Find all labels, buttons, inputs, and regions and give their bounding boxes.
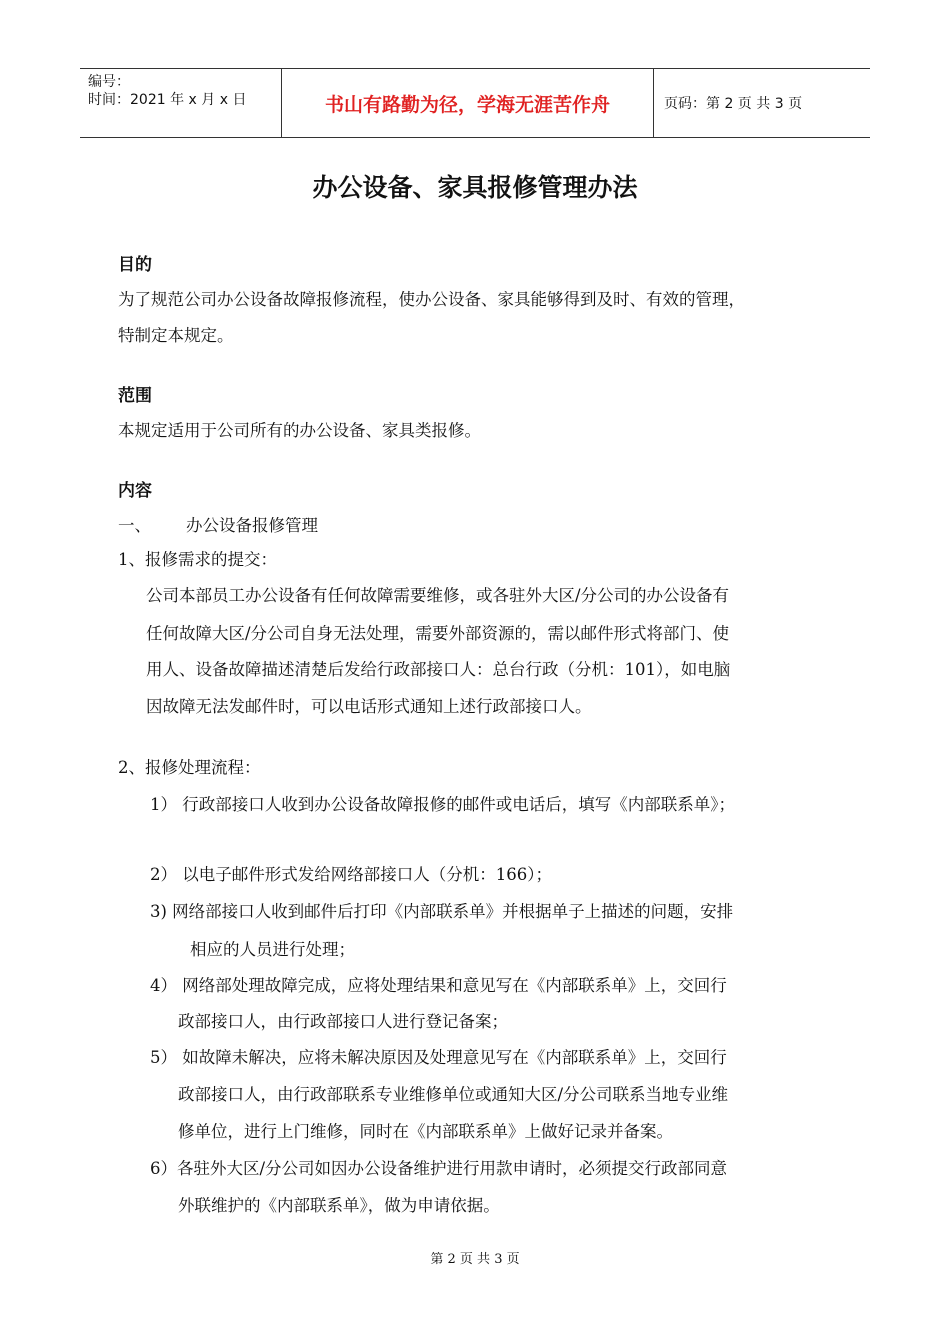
step-5-line-1: 5） 如故障未解决，应将未解决原因及处理意见写在《内部联系单》上，交回行 <box>150 1048 727 1067</box>
header-page-label: 页码：第 2 页 共 3 页 <box>664 96 803 112</box>
step-6-line-2: 外联维护的《内部联系单》，做为申请依据。 <box>178 1196 500 1215</box>
step-2: 2） 以电子邮件形式发给网络部接口人（分机：166）； <box>150 865 552 884</box>
item1-line-2: 任何故障大区/分公司自身无法处理，需要外部资源的，需以邮件形式将部门、使 <box>146 624 730 643</box>
purpose-heading: 目的 <box>118 255 152 275</box>
header-meta <box>80 69 282 137</box>
scope-line-1: 本规定适用于公司所有的办公设备、家具类报修。 <box>118 421 481 440</box>
step-6-line-1: 6）各驻外大区/分公司如因办公设备维护进行用款申请时，必须提交行政部同意 <box>150 1159 728 1178</box>
scope-heading: 范围 <box>118 386 152 406</box>
item1-line-3: 用人、设备故障描述清楚后发给行政部接口人：总台行政（分机：101），如电脑 <box>146 660 731 679</box>
section1-number: 一、 <box>118 516 151 535</box>
document-header <box>80 68 870 138</box>
purpose-line-2: 特制定本规定。 <box>118 326 234 345</box>
number-label: 编号： <box>88 74 130 90</box>
step-5-line-3: 修单位，进行上门维修，同时在《内部联系单》上做好记录并备案。 <box>178 1122 673 1141</box>
time-label: 时间：2021 年 x 月 x 日 <box>88 92 247 108</box>
step-1: 1） 行政部接口人收到办公设备故障报修的邮件或电话后，填写《内部联系单》； <box>150 795 735 814</box>
content-heading: 内容 <box>118 481 152 501</box>
step-4-line-1: 4） 网络部处理故障完成，应将处理结果和意见写在《内部联系单》上，交回行 <box>150 976 727 995</box>
document-title: 办公设备、家具报修管理办法 <box>312 173 638 202</box>
item2-title: 2、报修处理流程： <box>118 758 261 777</box>
step-4-line-2: 政部接口人，由行政部接口人进行登记备案； <box>178 1012 508 1031</box>
header-motto: 书山有路勤为径，学海无涯苦作舟 <box>282 69 654 137</box>
item1-title: 1、报修需求的提交： <box>118 550 277 569</box>
step-5-line-2: 政部接口人，由行政部联系专业维修单位或通知大区/分公司联系当地专业维 <box>178 1085 729 1104</box>
step-3-line-1: 3) 网络部接口人收到邮件后打印《内部联系单》并根据单子上描述的问题，安排 <box>150 902 734 921</box>
step-3-line-2: 相应的人员进行处理； <box>190 940 355 959</box>
item1-line-1: 公司本部员工办公设备有任何故障需要维修，或各驻外大区/分公司的办公设备有 <box>146 586 730 605</box>
section1-title: 办公设备报修管理 <box>186 516 318 535</box>
item1-line-4: 因故障无法发邮件时，可以电话形式通知上述行政部接口人。 <box>146 697 592 716</box>
page-footer: 第 2 页 共 3 页 <box>430 1252 520 1267</box>
purpose-line-1: 为了规范公司办公设备故障报修流程，使办公设备、家具能够得到及时、有效的管理， <box>118 290 745 309</box>
